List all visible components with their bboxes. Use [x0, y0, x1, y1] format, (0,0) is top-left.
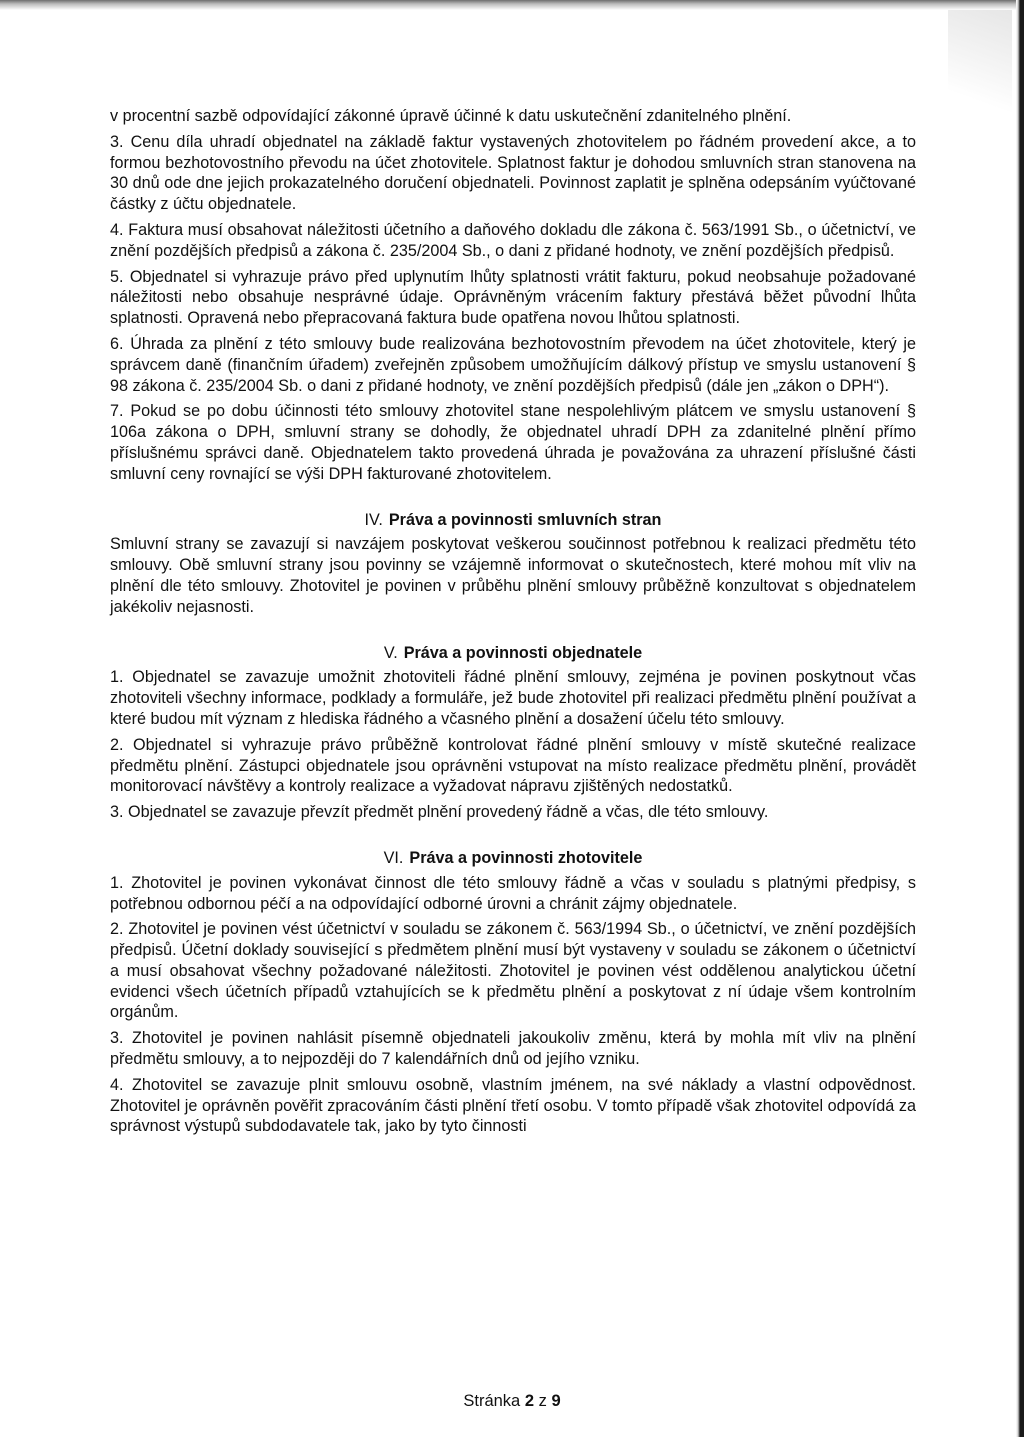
page-footer	[0, 1392, 1024, 1411]
section-title: Práva a povinnosti zhotovitele	[409, 848, 643, 867]
section-heading-v	[110, 643, 916, 664]
section-title: Práva a povinnosti objednatele	[403, 643, 643, 662]
section-number: V.	[383, 643, 398, 662]
paragraph: Smluvní strany se zavazují si navzájem poskytovat veškerou součinnost potřebnou k realizaci předmětu této smlouvy. Obě smluvní strany jsou povinny se vzájemně informovat o skutečnostech, které mohou mít vliv na plnění dle této smlouvy. Zhotovitel je povinen v průběhu plnění smlouvy průběžně konzultovat s objednatelem jakékoliv nejasnosti.	[110, 535, 916, 616]
paragraph: 3. Objednatel se zavazuje převzít předmět plnění provedený řádně a včas, dle této smlouvy.	[110, 803, 769, 822]
section-number: VI.	[383, 848, 404, 867]
paragraph: 2. Zhotovitel je povinen vést účetnictví v souladu se zákonem č. 563/1994 Sb., o účetnictví, ve znění pozdějších předpisů. Účetní doklady související s předmětem plnění musí být vystaveny v souladu se zákonem o účetnictví a musí obsahovat všechny požadované náležitosti. Zhotovitel je povinen vést oddělenou analytickou účetní evidenci všech účetních případů vztahujících se k předmětu plnění a poskytovat z ní údaje všem kontrolním orgánům.	[110, 920, 916, 1022]
scan-top-edge	[0, 0, 1024, 10]
total-pages: 9	[551, 1392, 561, 1410]
paragraph: v procentní sazbě odpovídající zákonné úpravě účinné k datu uskutečnění zdanitelného plnění.	[110, 107, 792, 125]
paragraph: 3. Zhotovitel je povinen nahlásit písemně objednateli jakoukoliv změnu, která by mohla mít vliv na plnění předmětu smlouvy, a to nejpozději do 7 kalendářních dnů od jejího vzniku.	[110, 1029, 916, 1069]
current-page-number: 2	[524, 1392, 535, 1410]
page-separator: z	[538, 1392, 547, 1410]
paragraph: 1. Objednatel se zavazuje umožnit zhotoviteli řádné plnění smlouvy, zejména je povinen poskytnout včas zhotoviteli všechny informace, podklady a formuláře, jež bude zhotovitel při realizaci předmětu plnění používat a které budou mít význam z hlediska řádného a včasného plnění a dosažení účelu této smlouvy.	[110, 668, 916, 728]
paragraph: 4. Faktura musí obsahovat náležitosti účetního a daňového dokladu dle zákona č. 563/1991 Sb., o účetnictví, ve znění pozdějších předpisů a zákona č. 235/2004 Sb., o dani z přidané hodnoty, ve znění pozdějších předpisů.	[110, 220, 916, 260]
section-heading-vi	[110, 848, 916, 869]
paragraph: 1. Zhotovitel je povinen vykonávat činnost dle této smlouvy řádně a včas v souladu s platnými předpisy, s potřebnou odbornou péčí a na odpovídající odborné úrovni a chránit zájmy objednatele.	[110, 873, 916, 913]
scan-page-fold	[948, 10, 1012, 160]
paragraph: 6. Úhrada za plnění z této smlouvy bude realizována bezhotovostním převodem na účet zhotovitele, který je správcem daně (finančním úřadem) zveřejněn způsobem umožňujícím dálkový přístup ve smyslu ustanovení § 98 zákona č. 235/2004 Sb. o dani z přidané hodnoty, ve znění pozdějších předpisů (dále jen „zákon o DPH“).	[110, 334, 916, 395]
paragraph: 4. Zhotovitel se zavazuje plnit smlouvu osobně, vlastním jménem, na své náklady a vlastní odpovědnost. Zhotovitel je oprávněn pověřit zpracováním části plnění třetí osobu. V tomto případě však zhotovitel odpovídá za správnost výstupů subdodavatele tak, jako by tyto činnosti	[110, 1075, 916, 1136]
scan-right-edge	[1016, 0, 1024, 1437]
page-label: Stránka	[463, 1392, 521, 1410]
paragraph: 5. Objednatel si vyhrazuje právo před uplynutím lhůty splatnosti vrátit fakturu, pokud neobsahuje požadované náležitosti nebo obsahuje nesprávné údaje. Oprávněným vrácením faktury přestává běžet původní lhůta splatnosti. Opravená nebo přepracovaná faktura bude opatřena novou lhůtou splatnosti.	[110, 267, 916, 328]
paragraph: 2. Objednatel si vyhrazuje právo průběžně kontrolovat řádné plnění smlouvy v místě skutečné realizace předmětu plnění. Zástupci objednatele jsou oprávněni vstupovat na místo realizace předmětu plnění, provádět monitorovací návštěvy a kontroly realizace a vyžadovat nápravu zjištěných nedostatků.	[110, 735, 916, 796]
paragraph: 3. Cenu díla uhradí objednatel na základě faktur vystavených zhotovitelem po řádném provedení akce, a to formou bezhotovostního převodu na účet zhotovitele. Splatnost faktur je dohodou smluvních stran stanovena na 30 dnů ode dne jejich prokazatelného doručení objednateli. Povinnost zaplatit je splněna odepsáním vyúčtované částky z účtu objednatele.	[110, 132, 916, 214]
section-number: IV.	[364, 510, 383, 529]
section-title: Práva a povinnosti smluvních stran	[388, 510, 662, 529]
document-page	[110, 106, 916, 1142]
paragraph: 7. Pokud se po dobu účinnosti této smlouvy zhotovitel stane nespolehlivým plátcem ve smyslu ustanovení § 106a zákona o DPH, smluvní strany se dohodly, že objednatel uhradí DPH za zdanitelné plnění přímo příslušnému správci daně. Objednatelem takto provedená úhrada je považována za uhrazení příslušné části smluvní ceny rovnající se výši DPH fakturované zhotovitelem.	[110, 402, 916, 483]
section-heading-iv	[110, 510, 916, 531]
